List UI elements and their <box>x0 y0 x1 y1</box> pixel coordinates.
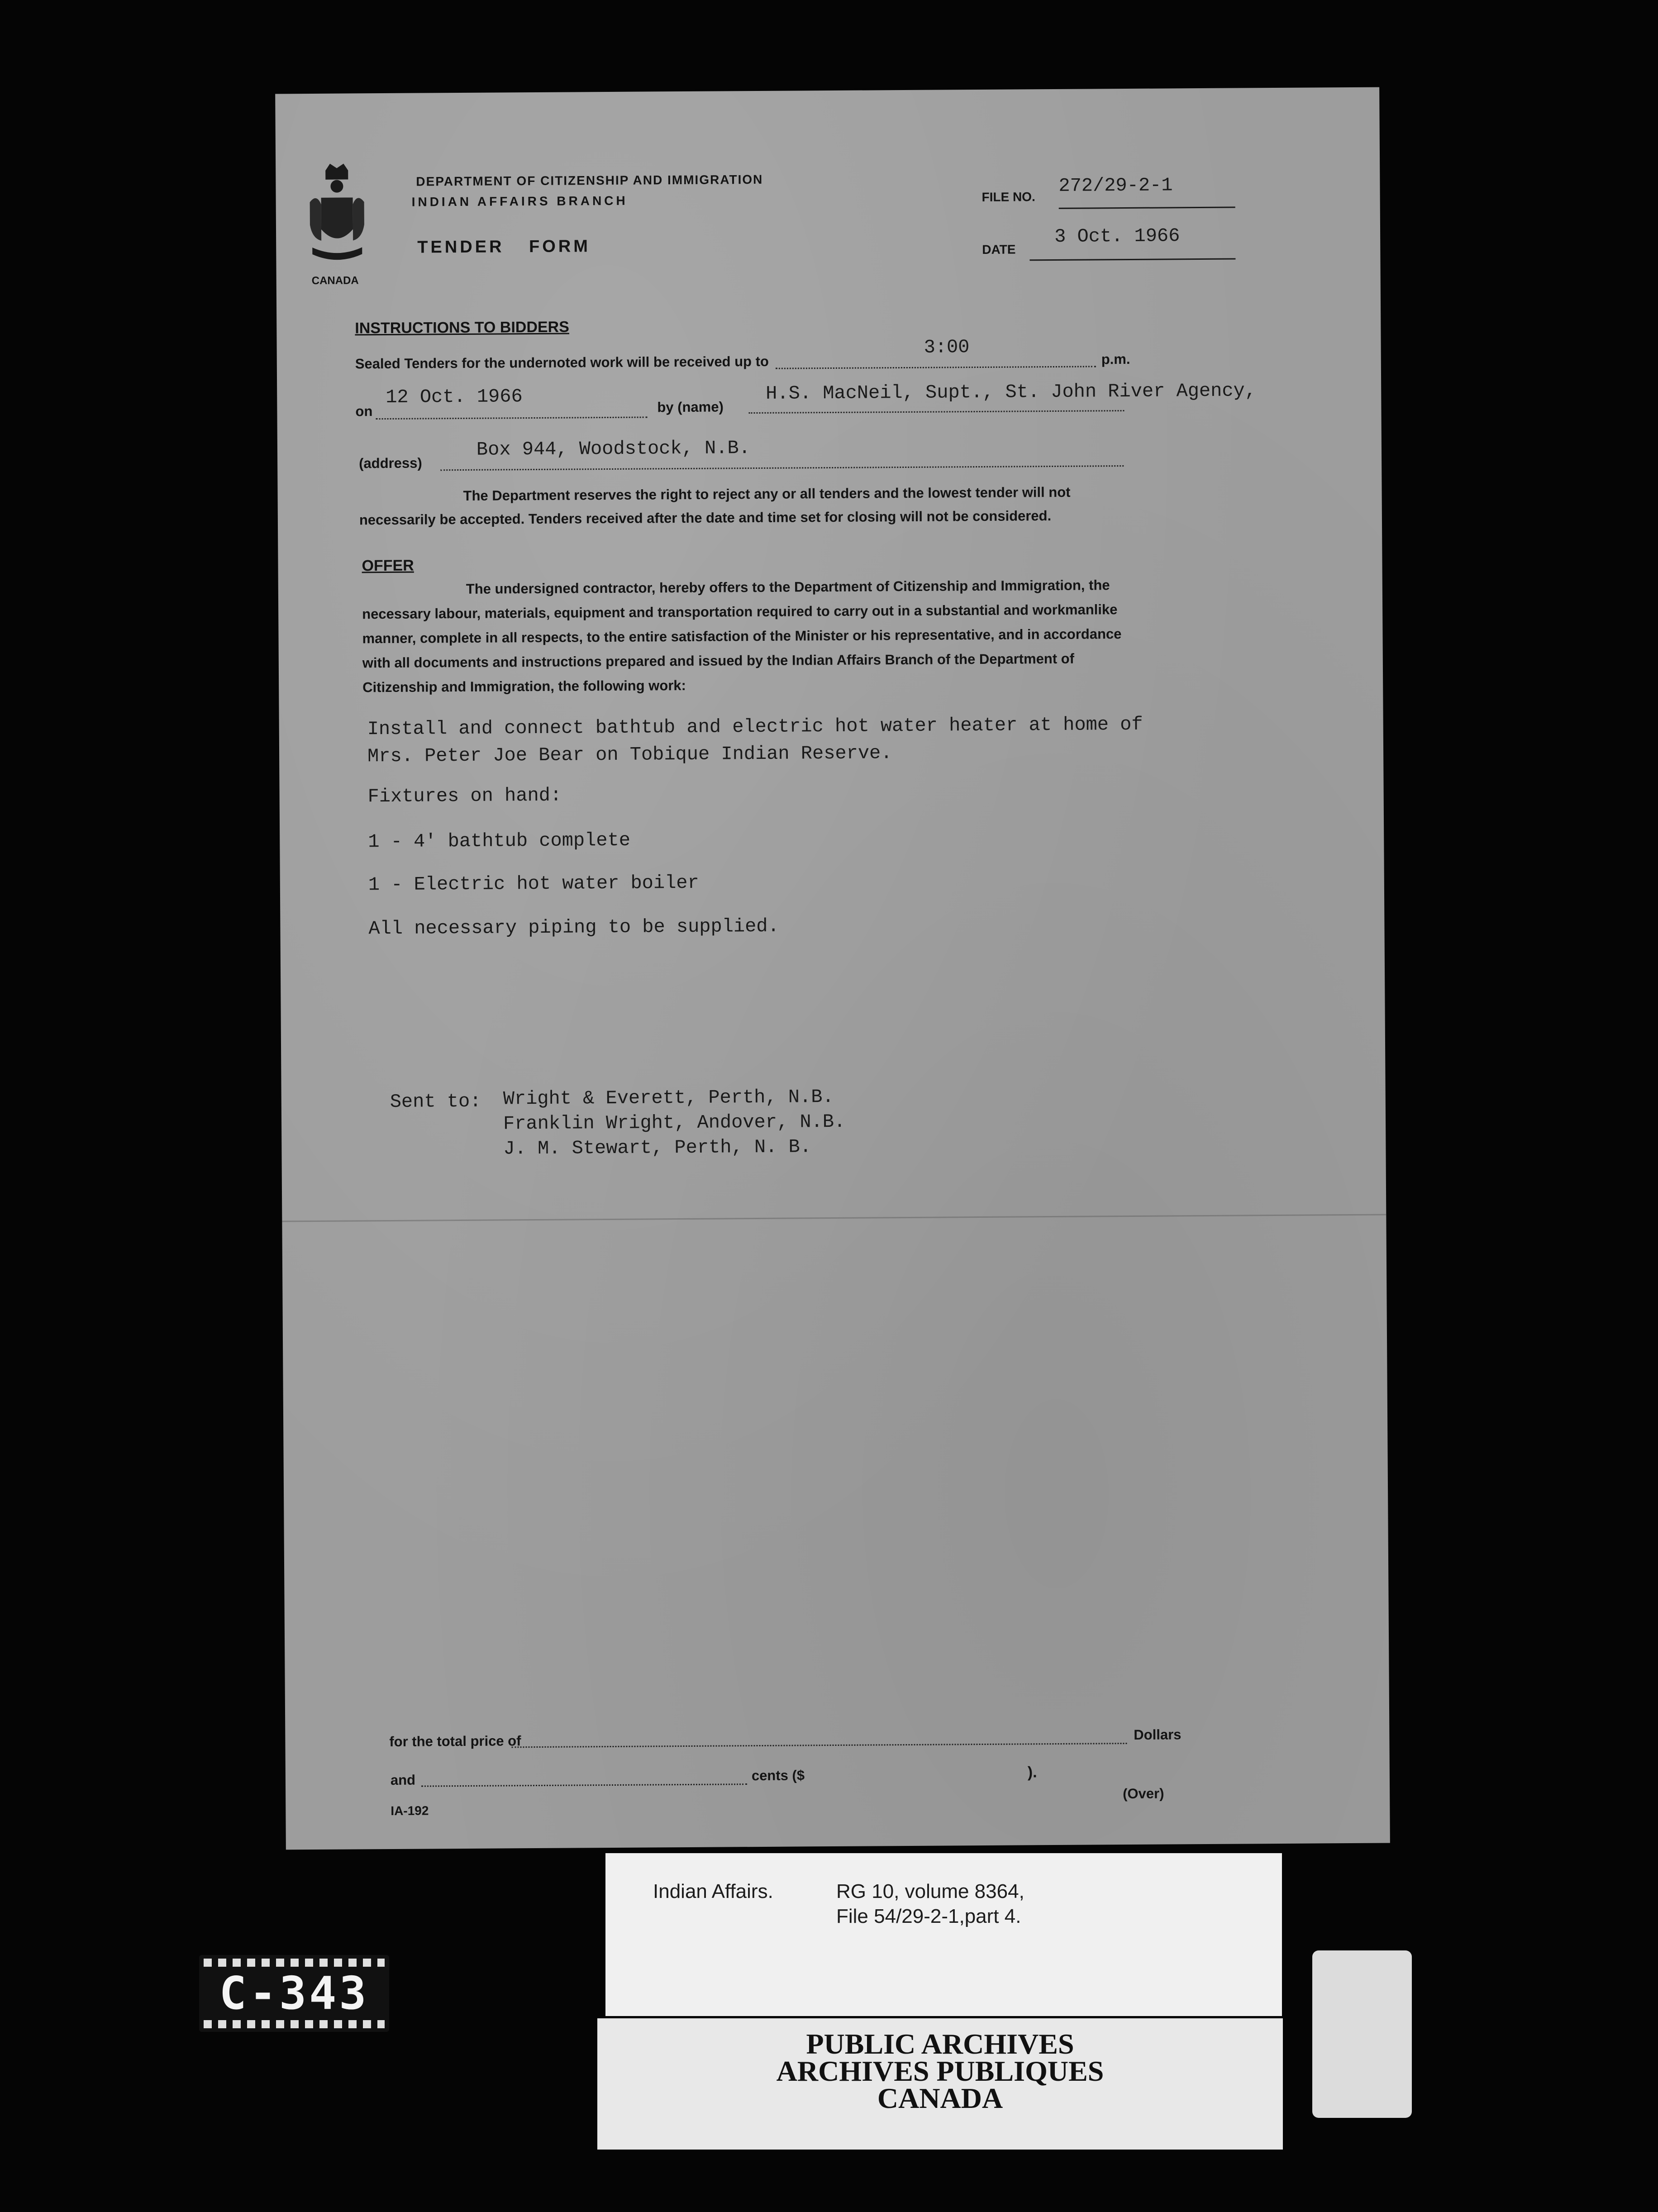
file-number-label: FILE NO. <box>981 190 1035 204</box>
over-label: (Over) <box>1123 1785 1164 1802</box>
frame-counter <box>199 1955 389 2032</box>
archive-line-french: ARCHIVES PUBLIQUES <box>776 2055 1104 2087</box>
crest-label: CANADA <box>311 274 359 287</box>
archive-line-country: CANADA <box>877 2082 1003 2114</box>
address-label: (address) <box>359 455 422 472</box>
instructions-heading: INSTRUCTIONS TO BIDDERS <box>355 318 569 337</box>
fixture-item: 1 - 4' bathtub complete <box>368 829 631 853</box>
branch-name: INDIAN AFFAIRS BRANCH <box>411 193 628 209</box>
sent-to-recipient: Wright & Everett, Perth, N.B. <box>503 1086 834 1110</box>
fixtures-heading: Fixtures on hand: <box>367 784 562 808</box>
cents-label: cents ($ <box>751 1767 805 1784</box>
and-label: and <box>390 1772 416 1788</box>
reference-volume: RG 10, volume 8364, <box>836 1880 1024 1902</box>
department-name: DEPARTMENT OF CITIZENSHIP AND IMMIGRATION <box>416 172 763 189</box>
form-number: IA-192 <box>391 1803 429 1818</box>
reference-source: Indian Affairs. <box>653 1880 773 1902</box>
recipient-name-value: H.S. MacNeil, Supt., St. John River Agency, <box>766 380 1257 405</box>
form-title: TENDER FORM <box>417 237 591 257</box>
date-line <box>1029 258 1235 261</box>
cents-close: ). <box>1027 1764 1037 1781</box>
total-price-label: for the total price of <box>389 1733 521 1750</box>
date-value: 3 Oct. 1966 <box>1054 225 1180 248</box>
tender-form-page <box>275 87 1390 1850</box>
recipient-name-line <box>748 410 1124 414</box>
public-archives-label <box>597 2018 1283 2150</box>
sealed-tenders-text: Sealed Tenders for the undernoted work will be received up to <box>355 353 769 372</box>
cents-line <box>421 1783 747 1787</box>
closing-date-value: 12 Oct. 1966 <box>386 386 523 409</box>
fixture-item: 1 - Electric hot water boiler <box>368 872 699 896</box>
archive-reference-label <box>605 1853 1282 2016</box>
dollars-label: Dollars <box>1134 1726 1182 1743</box>
sent-to-recipient: Franklin Wright, Andover, N.B. <box>503 1111 846 1135</box>
piping-note: All necessary piping to be supplied. <box>368 915 779 940</box>
closing-time-value: 3:00 <box>924 336 970 358</box>
archive-line-english: PUBLIC ARCHIVES <box>806 2028 1074 2060</box>
date-label: DATE <box>982 242 1016 257</box>
offer-clause: The undersigned contractor, hereby offers to the Department of Citizenship and Immigration, the necessary labour, materials, equipment and transportation required to carry out in a substantial and workmanlike manner, complete in all respects, to the entire satisfaction of the Minister or his representative, and in accordance with all documents and instructions prepared and issued by the Indian Affairs Branch of the Department of Citizenship and Immigration, the following work: <box>362 577 1122 696</box>
file-number-line <box>1059 207 1235 209</box>
total-price-line <box>511 1743 1127 1748</box>
sent-to-label: Sent to: <box>390 1090 481 1113</box>
reservation-clause: The Department reserves the right to reject any or all tenders and the lowest tender will not necessarily be accepted. Tenders received after the date and time set for closing will not be considered. <box>359 484 1071 528</box>
archive-label-tab <box>1312 1950 1412 2118</box>
file-number-value: 272/29-2-1 <box>1058 174 1173 197</box>
sent-to-recipient: J. M. Stewart, Perth, N. B. <box>503 1136 812 1160</box>
film-perforations-top <box>204 1959 385 1967</box>
work-description: Install and connect bathtub and electric hot water heater at home of Mrs. Peter Joe Bear on Tobique Indian Reserve. <box>367 713 1143 768</box>
offer-heading: OFFER <box>362 557 414 575</box>
closing-date-line <box>376 416 648 420</box>
film-perforations-bottom <box>204 2020 385 2028</box>
reference-file: File 54/29-2-1,part 4. <box>836 1905 1021 1927</box>
address-line <box>440 465 1124 471</box>
coat-of-arms-icon <box>303 161 371 270</box>
closing-time-line <box>776 366 1096 369</box>
frame-counter-value: C-343 <box>219 1967 369 2020</box>
address-value: Box 944, Woodstock, N.B. <box>476 437 751 461</box>
closing-date-label: on <box>355 403 373 420</box>
closing-time-suffix: p.m. <box>1101 351 1130 367</box>
page-fold-line <box>282 1214 1386 1222</box>
recipient-name-label: by (name) <box>657 399 724 415</box>
